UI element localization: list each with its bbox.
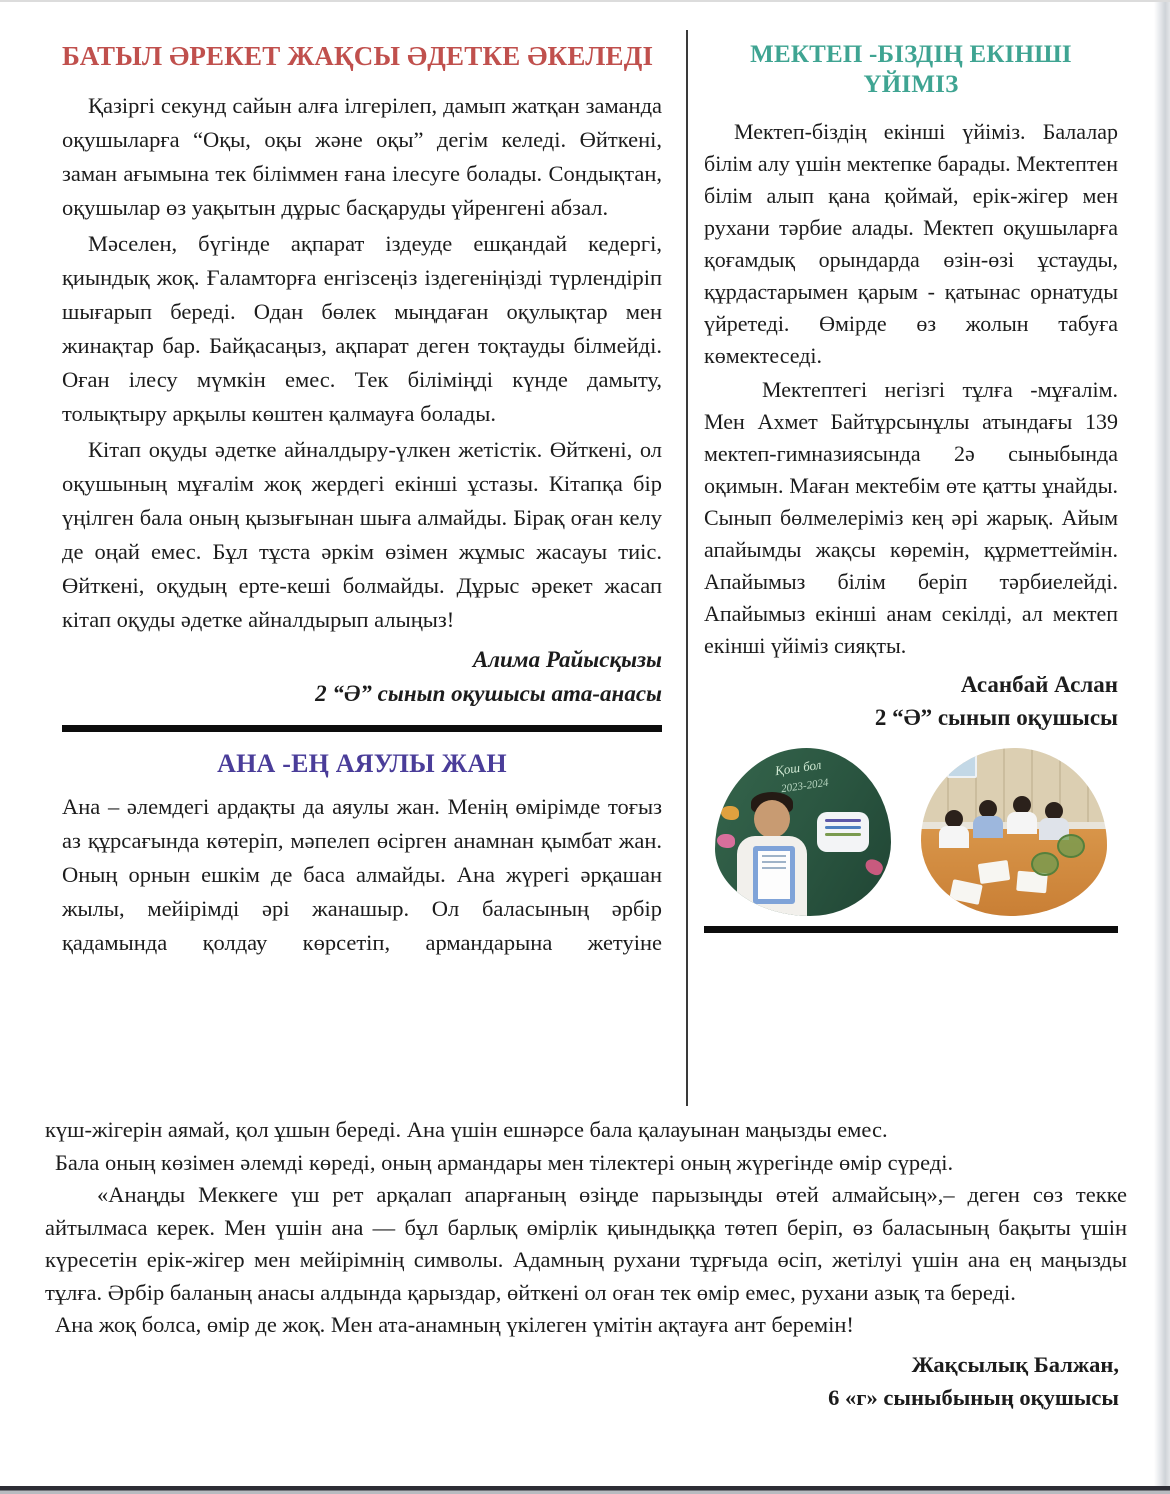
article1-author: Алима Райысқызы — [472, 647, 662, 672]
decor-butterfly — [863, 857, 885, 877]
article3-paragraph-1: Мектеп-біздің екінші үйіміз. Балалар білім алу үшін мектепке барады. Мектептен білім алып қана қоймай, ерік-жігер мен рухани тәрбие алады. Мектеп оқушыларға қоғамдық орындарда өзін-өзі ұстауды, құрдастарымен қарым - қатынас орнатуды үйретеді. Өмірде өз жолын табуға көмектеседі. — [704, 119, 1118, 368]
column-divider — [686, 30, 688, 1106]
article2-paragraph-4: «Анаңды Меккеге үш рет арқалап апарғаның өзіңде парызыңды өтей алмайсың»,– деген сөз текке айтылмаса керек. Мен үшін ана — бұл барлық өмірлік қиындыққа төтеп беріп, өз баласының бақыты үшін күресетін ерік-жігер мен мейірімнің символы. Адамның рухани тұрғыда өсіп, жетілуі үшін ана ең маңызды тұлға. Әрбір баланың анасы алдында қарыздар, өйткені ол оған тек өмір емес, рухани азық та береді. — [45, 1182, 1127, 1305]
article2-author: Жақсылық Балжан, — [911, 1351, 1119, 1377]
article2-author-role: 6 «г» сыныбының оқушысы — [828, 1384, 1119, 1410]
article1-author-role: 2 “Ә” сынып оқушысы ата-анасы — [315, 681, 662, 706]
green-mesh-hat — [1057, 834, 1085, 858]
paper-sheet — [978, 860, 1010, 884]
article1-paragraph-3: Кітап оқуды әдетке айналдыру-үлкен жетістік. Өйткені, ол оқушының мұғалім жоқ жердегі екінші ұстазы. Кітапқа бір үңілген бала оның қызығынан шыға алмайды. Бірақ оған келу де оңай емес. Бұл тұста әркім өзімен жұмыс жасауы тиіс. Өйткені, оқудың ерте-кеші болмайды. Дұрыс әрекет жасап кітап оқуды әдетке айналдырып алыңыз! — [62, 437, 662, 632]
two-column-section — [0, 2, 1170, 1106]
page-bottom-edge — [0, 1486, 1170, 1494]
photo-boy-certificate — [715, 748, 891, 916]
pupil-figure — [973, 800, 1003, 838]
chalkboard-year: 2023-2024 — [780, 776, 830, 796]
article3-author-role: 2 “Ә” сынып оқушысы — [874, 705, 1118, 730]
article2-signature — [45, 1348, 1119, 1414]
pupil-figure — [1007, 796, 1037, 834]
article3-author: Асанбай Аслан — [960, 672, 1118, 697]
right-column — [704, 2, 1118, 1106]
article2-paragraph-column: Ана – әлемдегі ардақты да аяулы жан. Менің өмірімде тоғыз аз құрсағында көтеріп, мәпелеп өсірген анамнан қымбат жан. Оның орнын ешкім де баса алмайды. Ана жүрегі әрқашан жылы, мейірімді әрі жанашыр. Ол баласының әрбір қадамында қолдау көрсетіп, армандарына жетуіне — [62, 794, 662, 955]
article1-paragraph-1: Қазіргі секунд сайын алға ілгерілеп, дамып жатқан заманда оқушыларға “Оқы, оқы және оқы” дегім келеді. Өйткені, заман ағымына тек біліммен ғана ілесуге болады. Сондықтан, оқушылар өз уақытын дұрыс басқаруды үйренгені абзал. — [62, 93, 662, 220]
decor-butterfly — [721, 806, 739, 820]
article2-paragraph-3: Бала оның көзімен әлемді көреді, оның армандары мен тілектері оның жүрегінде өмір сүреді. — [55, 1149, 954, 1175]
poster-on-board — [817, 812, 869, 852]
chalkboard-writing: Қош бол — [774, 756, 823, 779]
pupil-figure — [939, 810, 969, 848]
article1-paragraph-2: Мәселен, бүгінде ақпарат іздеуде ешқандай кедергі, қиындық жоқ. Ғаламторға енгізсеңіз іздегеніңізді түрлендіріп шығарып береді. Одан бөлек мыңдаған оқулықтар мен жинақтар бар. Байқасаңыз, ақпарат деген тоқтауды білмейді. Оған ілесу мүмкін емес. Тек біліміңді күнде дамыту, толықтыру арқылы көштен қалмауға болады. — [62, 231, 662, 426]
certificate — [753, 846, 795, 904]
article3-title: МЕКТЕП -БІЗДІҢ ЕКІНШІ ҮЙІМІЗ — [750, 41, 1072, 98]
photo-classroom — [921, 748, 1107, 916]
photos-divider-bar — [704, 926, 1118, 933]
article3-paragraph-2: Мектептегі негізгі тұлға -мұғалім. Мен Ахмет Байтұрсынұлы атындағы 139 мектеп-гимназиясында 2ә сыныбында оқимын. Маған мектебім өте қатты ұнайды. Сынып бөлмелеріміз кең әрі жарық. Айым апайымды жақсы көремін, құрметтеймін. Апайымыз білім беріп тәрбиелейді. Апайымыз екінші анам секілді, ал мектеп екінші үйіміз сияқты. — [704, 377, 1118, 658]
article1-signature — [62, 643, 662, 711]
article2-title: АНА -ЕҢ АЯУЛЫ ЖАН — [217, 749, 507, 778]
page-right-edge — [1154, 2, 1170, 1494]
article2-continuation — [45, 1114, 1127, 1414]
article3-signature — [704, 668, 1118, 734]
green-mesh-hat — [1031, 852, 1059, 876]
left-column — [62, 2, 662, 1106]
classroom-window — [947, 754, 977, 778]
article1-title: БАТЫЛ ӘРЕКЕТ ЖАҚСЫ ӘДЕТКЕ ӘКЕЛЕДІ — [62, 41, 654, 71]
section-divider-bar — [62, 725, 662, 732]
article2-paragraph-2: күш-жігерін аямай, қол ұшын береді. Ана үшін ешнәрсе бала қалауынан маңызды емес. — [45, 1117, 888, 1142]
decor-butterfly — [717, 834, 735, 848]
photo-row — [704, 748, 1118, 916]
boy-figure — [754, 800, 790, 838]
article2-paragraph-5: Ана жоқ болса, өмір де жоқ. Мен ата-анамның үкілеген үмітін ақтауға ант беремін! — [55, 1312, 854, 1337]
